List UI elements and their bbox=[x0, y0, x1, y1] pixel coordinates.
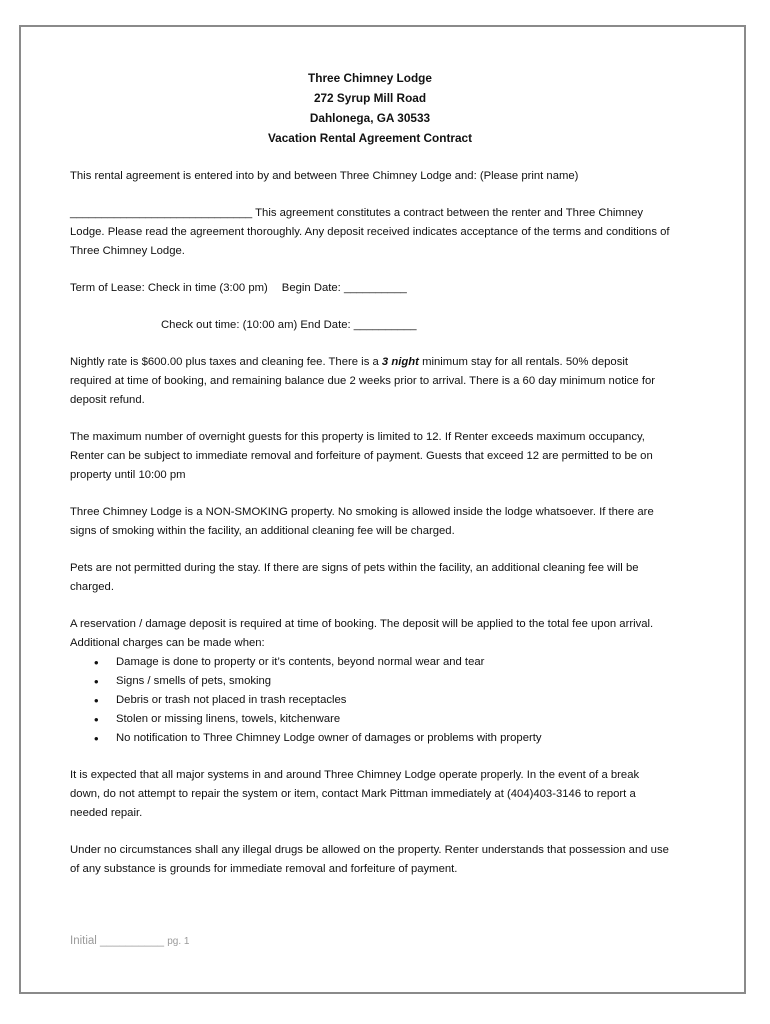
drugs-paragraph: Under no circumstances shall any illegal drugs be allowed on the property. Renter understands that possession and use of any substance is grounds for immediate removal and forfeiture of payment. bbox=[70, 844, 669, 875]
document-title: Vacation Rental Agreement Contract bbox=[267, 131, 473, 145]
lodge-city-state: Dahlonega, GA 30533 bbox=[309, 111, 431, 125]
pets-paragraph: Pets are not permitted during the stay. If there are signs of pets within the facility, an additional cleaning fee will be charged. bbox=[70, 562, 639, 593]
term-checkout-line: Check out time: (10:00 am) End Date: __________ bbox=[161, 319, 417, 331]
smoking-paragraph: Three Chimney Lodge is a NON-SMOKING property. No smoking is allowed inside the lodge whatsoever. If there are signs of smoking within the facility, an additional cleaning fee will be charged. bbox=[70, 506, 654, 537]
lodge-address: 272 Syrup Mill Road bbox=[313, 91, 427, 105]
document-header bbox=[70, 68, 670, 148]
term-checkin-line bbox=[70, 279, 670, 298]
list-item: • Signs / smells of pets, smoking bbox=[116, 672, 670, 691]
checkin-label: Term of Lease: Check in time (3:00 pm) bbox=[70, 282, 268, 294]
deposit-paragraph: A reservation / damage deposit is required at time of booking. The deposit will be applied to the total fee upon arrival. Additional charges can be made when: bbox=[70, 618, 654, 649]
additional-charges-list bbox=[70, 653, 670, 748]
begin-date-label: Begin Date: __________ bbox=[281, 282, 407, 294]
intro-paragraph: This rental agreement is entered into by and between Three Chimney Lodge and: (Please print name) bbox=[70, 170, 579, 182]
document-body bbox=[70, 68, 670, 897]
lodge-name: Three Chimney Lodge bbox=[308, 71, 432, 85]
rate-text-after: minimum stay for all rentals. 50% deposit required at time of booking, and remaining balance due 2 weeks prior to arrival. There is a 60 day minimum notice for deposit refund. bbox=[70, 356, 656, 406]
page-footer bbox=[70, 935, 189, 947]
list-item: • Damage is done to property or it’s contents, beyond normal wear and tear bbox=[116, 653, 670, 672]
list-item: • Debris or trash not placed in trash receptacles bbox=[116, 691, 670, 710]
systems-paragraph: It is expected that all major systems in and around Three Chimney Lodge operate properly. In the event of a break down, do not attempt to repair the system or item, contact Mark Pittman immediately at (404)403-3146 to report a needed repair. bbox=[70, 769, 640, 819]
rate-emphasis: 3 night bbox=[381, 356, 419, 368]
initial-field: Initial __________ bbox=[70, 935, 164, 947]
list-item: • No notification to Three Chimney Lodge owner of damages or problems with property bbox=[116, 729, 670, 748]
occupancy-paragraph: The maximum number of overnight guests for this property is limited to 12. If Renter exceeds maximum occupancy, Renter can be subject to immediate removal and forfeiture of payment. Guests that exceed 12 are permitted to be on property until 10:00 pm bbox=[70, 431, 653, 481]
page-number: pg. 1 bbox=[167, 936, 190, 947]
list-item: • Stolen or missing linens, towels, kitchenware bbox=[116, 710, 670, 729]
rate-paragraph bbox=[70, 353, 670, 410]
rate-text-before: Nightly rate is $600.00 plus taxes and cleaning fee. There is a bbox=[70, 356, 382, 368]
agreement-paragraph: _____________________________ This agreement constitutes a contract between the renter and Three Chimney Lodge. Please read the agreement thoroughly. Any deposit received indicates acceptance of the terms and conditions of Three Chimney Lodge. bbox=[70, 207, 670, 257]
